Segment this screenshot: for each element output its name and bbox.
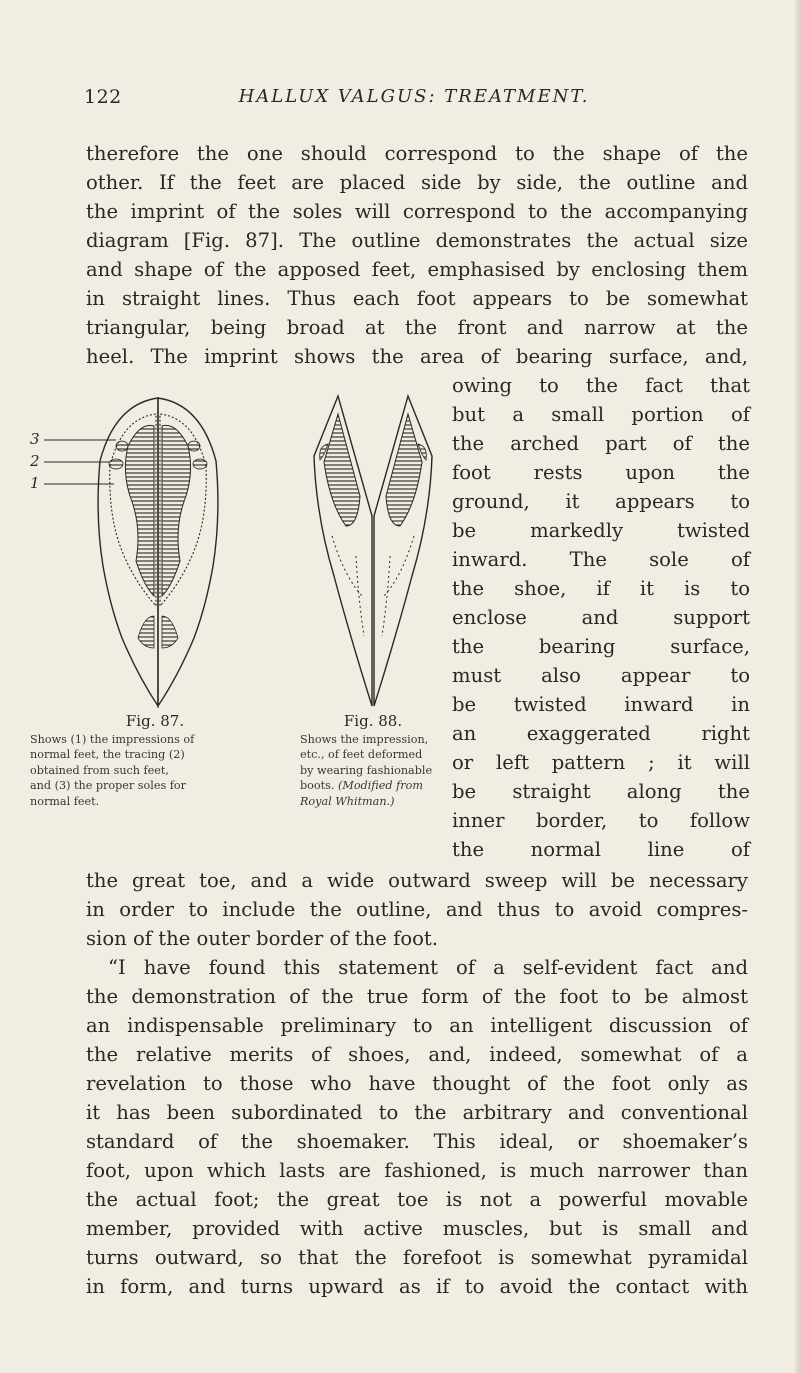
page-number: 122 xyxy=(84,86,122,108)
running-title: HALLUX VALGUS: TREATMENT. xyxy=(238,86,590,107)
text-line: the actual foot; the great toe is not a powerful movable xyxy=(86,1188,748,1211)
text-line: foot, upon which lasts are fashioned, is much narrower than xyxy=(86,1159,748,1182)
text-line: enclose and support xyxy=(452,606,750,629)
figure-87-label: Fig. 87. xyxy=(125,712,185,730)
text-line: or left pattern ; it will xyxy=(452,751,750,774)
text-line: be twisted inward in xyxy=(452,693,750,716)
text-line: “I have found this statement of a self-evident fact and xyxy=(108,956,748,979)
text-line: in form, and turns upward as if to avoid the contact with xyxy=(86,1275,748,1298)
foot-impression-diagram xyxy=(30,376,290,716)
text-line: an exaggerated right xyxy=(452,722,750,745)
running-head xyxy=(84,86,744,110)
text-line: triangular, being broad at the front and narrow at the xyxy=(86,316,748,339)
figure-87-caption xyxy=(30,732,194,809)
text-line: must also appear to xyxy=(452,664,750,687)
text-line: and shape of the apposed feet, emphasised by enclosing them xyxy=(86,258,748,281)
text-line: turns outward, so that the forefoot is somewhat pyramidal xyxy=(86,1246,748,1269)
text-line: the bearing surface, xyxy=(452,635,750,658)
page-edge-shadow xyxy=(795,0,801,1373)
text-line: owing to the fact that xyxy=(452,374,750,397)
caption-credit: (Modified from xyxy=(338,779,423,793)
callout-3: 3 xyxy=(30,430,40,448)
text-line: member, provided with active muscles, but is small and xyxy=(86,1217,748,1240)
text-line: revelation to those who have thought of the foot only as xyxy=(86,1072,748,1095)
text-line: be straight along the xyxy=(452,780,750,803)
text-line: an indispensable preliminary to an intelligent discussion of xyxy=(86,1014,748,1037)
caption-line: Shows the impression, xyxy=(300,733,429,746)
text-line: the arched part of the xyxy=(452,432,750,455)
caption-text: boots. xyxy=(300,779,335,793)
text-line: therefore the one should correspond to the shape of the xyxy=(86,142,748,165)
caption-line xyxy=(300,778,432,793)
deformed-foot-impression-diagram xyxy=(298,376,448,716)
text-line: ground, it appears to xyxy=(452,490,750,513)
caption-line: and (3) the proper soles for xyxy=(30,779,187,793)
caption-line: obtained from such feet, xyxy=(30,763,169,777)
caption-line: normal feet, the tracing (2) xyxy=(30,748,185,762)
text-line: inward. The sole of xyxy=(452,548,750,571)
figure-88-label: Fig. 88. xyxy=(343,712,403,730)
text-line: but a small portion of xyxy=(452,403,750,426)
text-line: the normal line of xyxy=(452,838,750,861)
text-line: other. If the feet are placed side by side, the outline and xyxy=(86,171,748,194)
caption-credit-line: Royal Whitman.) xyxy=(300,794,395,808)
text-line: diagram [Fig. 87]. The outline demonstrates the actual size xyxy=(86,229,748,252)
figure-88 xyxy=(298,376,448,776)
text-line: it has been subordinated to the arbitrary and conventional xyxy=(86,1101,748,1124)
caption-line: normal feet. xyxy=(30,794,100,808)
text-line: in straight lines. Thus each foot appears to be somewhat xyxy=(86,287,748,310)
text-line: the demonstration of the true form of the foot to be almost xyxy=(86,985,748,1008)
text-line: foot rests upon the xyxy=(452,461,750,484)
callout-2: 2 xyxy=(30,452,40,470)
text-line: be markedly twisted xyxy=(452,519,750,542)
text-line: inner border, to follow xyxy=(452,809,750,832)
text-line: standard of the shoemaker. This ideal, or shoemaker’s xyxy=(86,1130,748,1153)
callout-1: 1 xyxy=(30,474,40,492)
text-line: the imprint of the soles will correspond to the accompanying xyxy=(86,200,748,223)
caption-line: by wearing fashionable xyxy=(300,763,433,777)
text-line: sion of the outer border of the foot. xyxy=(86,927,439,950)
caption-line: Shows (1) the impressions of xyxy=(30,733,195,746)
figure-87 xyxy=(30,376,290,776)
caption-line: etc., of feet deformed xyxy=(300,748,423,762)
text-line: in order to include the outline, and thus to avoid compres- xyxy=(86,898,748,921)
text-line: heel. The imprint shows the area of bearing surface, and, xyxy=(86,345,748,368)
text-line: the shoe, if it is to xyxy=(452,577,750,600)
text-line: the great toe, and a wide outward sweep will be necessary xyxy=(86,869,748,892)
figure-88-caption xyxy=(300,732,432,809)
text-line: the relative merits of shoes, and, indeed, somewhat of a xyxy=(86,1043,748,1066)
